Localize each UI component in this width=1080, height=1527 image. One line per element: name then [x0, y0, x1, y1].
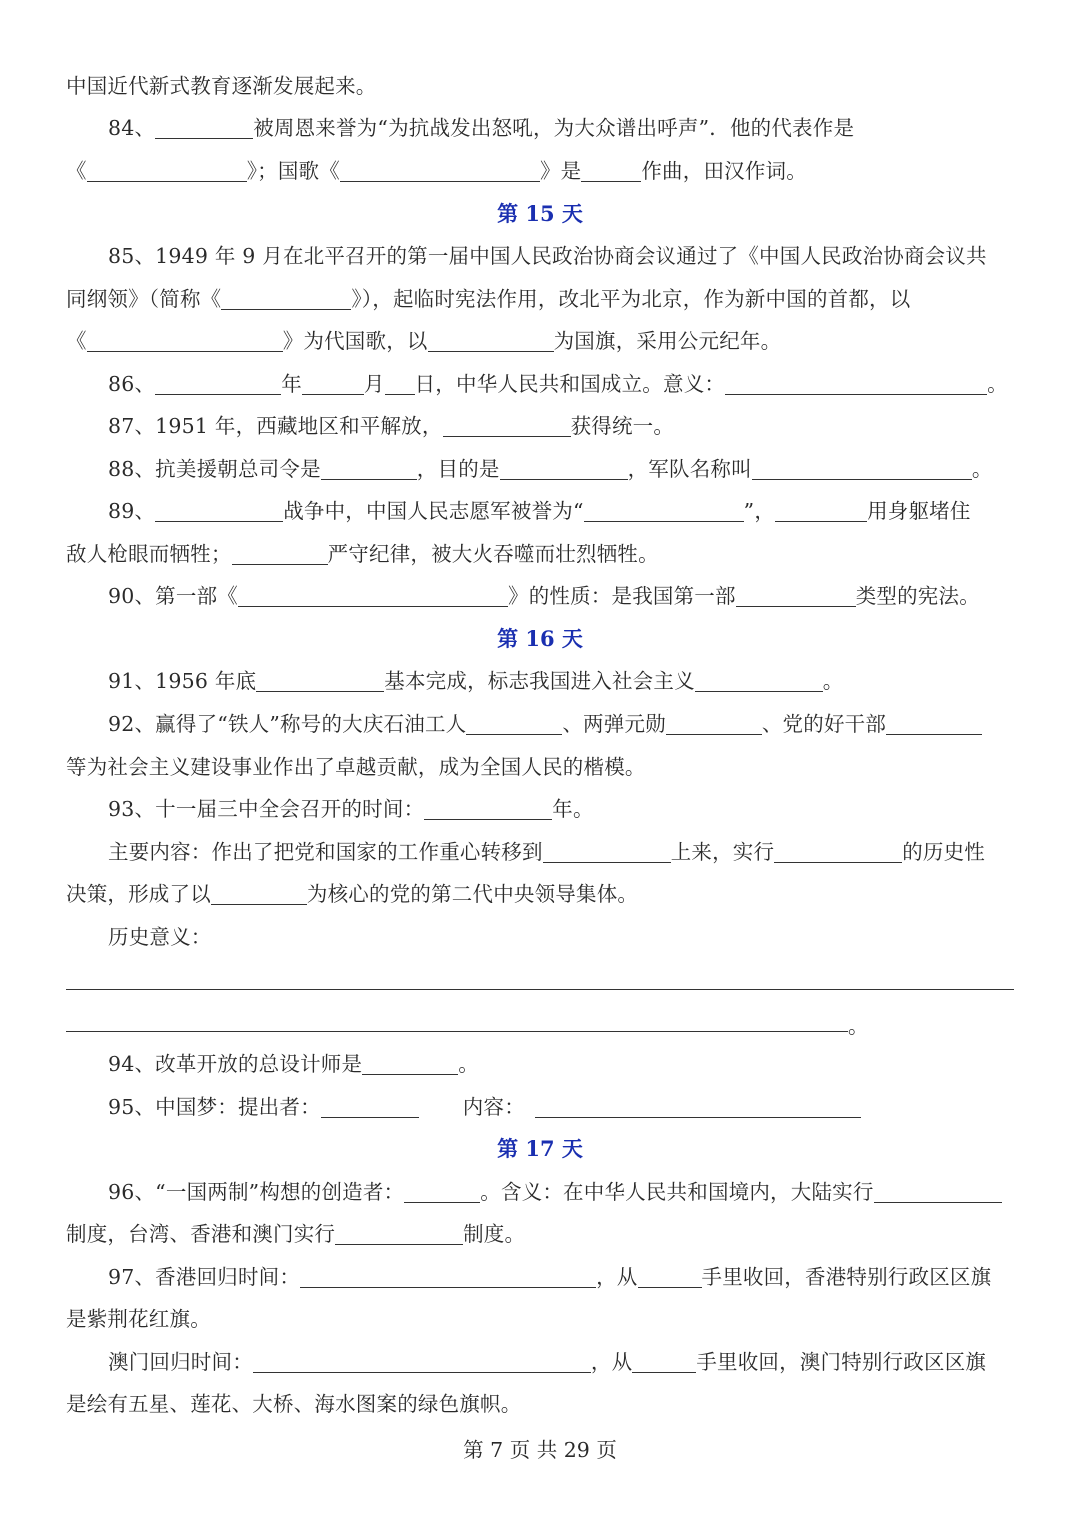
text: 90、第一部《	[108, 584, 238, 608]
question-90	[108, 578, 980, 614]
blank[interactable]	[775, 499, 867, 522]
blank[interactable]	[155, 499, 283, 522]
blank[interactable]	[886, 712, 982, 735]
answer-line[interactable]	[66, 989, 1014, 990]
text: ，从	[596, 1265, 638, 1289]
day-heading: 第 17 天	[497, 1136, 583, 1161]
question-93-cont	[66, 876, 638, 912]
question-number: 89、	[108, 499, 156, 523]
text: 敌人枪眼而牺牲；	[66, 542, 232, 566]
question-92	[108, 706, 982, 742]
blank[interactable]	[874, 1180, 1002, 1203]
blank[interactable]	[362, 1052, 458, 1075]
blank[interactable]	[87, 159, 247, 182]
question-96	[108, 1174, 1002, 1210]
text: 获得统一。	[570, 414, 675, 438]
blank[interactable]	[155, 372, 281, 395]
blank[interactable]	[500, 457, 628, 480]
blank[interactable]	[87, 329, 283, 352]
blank[interactable]	[335, 1222, 463, 1245]
question-85-cont	[66, 323, 781, 359]
blank[interactable]	[725, 372, 987, 395]
blank[interactable]	[404, 1180, 480, 1203]
text: 决策，形成了以	[66, 882, 211, 906]
day-heading: 第 16 天	[497, 626, 583, 651]
blank[interactable]	[428, 329, 554, 352]
text: 是紫荆花红旗。	[66, 1307, 211, 1331]
question-97	[108, 1259, 991, 1295]
text-line	[66, 68, 377, 104]
text: 97、香港回归时间：	[108, 1265, 301, 1289]
blank[interactable]	[666, 712, 762, 735]
question-84	[108, 110, 854, 146]
text: 94、改革开放的总设计师是	[108, 1052, 363, 1076]
blank[interactable]	[752, 457, 972, 480]
text: 年	[281, 372, 302, 396]
blank[interactable]	[695, 669, 823, 692]
text: 类型的宪法。	[855, 584, 980, 608]
blank[interactable]	[155, 116, 253, 139]
question-93-content	[108, 834, 985, 870]
text: 96、“一国两制”构想的创造者：	[108, 1180, 405, 1204]
question-93	[108, 791, 594, 827]
page-footer: 第 7 页 共 29 页	[463, 1438, 617, 1462]
text: ，目的是	[416, 457, 500, 481]
text: 。	[822, 669, 844, 693]
text: 严守纪律，被大火吞噬而壮烈牺牲。	[327, 542, 659, 566]
blank[interactable]	[300, 1265, 596, 1288]
blank[interactable]	[321, 457, 417, 480]
question-89	[108, 493, 971, 529]
text: ”，	[743, 499, 776, 523]
question-91	[108, 663, 843, 699]
text: 上来，实行	[670, 840, 775, 864]
text: 月	[363, 372, 385, 396]
text: 85、1949 年 9 月在北平召开的第一届中国人民政治协商会议通过了《中国人民政治协商会议共	[108, 244, 987, 268]
blank[interactable]	[638, 1265, 702, 1288]
text: 91、1956 年底	[108, 669, 257, 693]
blank[interactable]	[232, 542, 328, 565]
question-87	[108, 408, 674, 444]
question-number: 86、	[108, 372, 156, 396]
question-96-cont	[66, 1216, 525, 1252]
text: 》为代国歌，以	[282, 329, 428, 353]
question-92-cont	[66, 749, 646, 785]
text: 日，中华人民共和国成立。意义：	[414, 372, 726, 396]
blank[interactable]	[581, 159, 641, 182]
blank[interactable]	[632, 1350, 696, 1373]
blank[interactable]	[466, 712, 562, 735]
blank[interactable]	[321, 1095, 419, 1118]
text: 。	[971, 457, 993, 481]
text: 为国旗，采用公元纪年。	[553, 329, 782, 353]
question-97-cont	[66, 1386, 521, 1422]
text: 。	[848, 1014, 869, 1038]
question-93-significance	[108, 919, 212, 955]
day-heading: 第 15 天	[497, 201, 583, 226]
text: 87、1951 年，西藏地区和平解放，	[108, 414, 443, 438]
text: 是绘有五星、莲花、大桥、海水图案的绿色旗帜。	[66, 1392, 522, 1416]
question-86	[108, 366, 1008, 402]
text: 手里收回，香港特别行政区区旗	[701, 1265, 992, 1289]
blank[interactable]	[211, 882, 307, 905]
question-88	[108, 451, 993, 487]
text: 95、中国梦：提出者：	[108, 1095, 321, 1119]
text: 。	[458, 1052, 479, 1076]
text: 基本完成，标志我国进入社会主义	[384, 669, 695, 693]
text: 内容：	[462, 1095, 525, 1119]
question-84-cont	[66, 153, 807, 189]
text: 同纲领》（简称《	[66, 287, 222, 311]
question-97-macau	[108, 1344, 986, 1380]
question-85-cont	[66, 281, 910, 317]
text: 》的性质：是我国第一部	[508, 584, 736, 608]
text: 澳门回归时间：	[108, 1350, 253, 1374]
text: 92、赢得了“铁人”称号的大庆石油工人	[108, 712, 467, 736]
blank[interactable]	[543, 840, 671, 863]
text: 中国近代新式教育逐渐发展起来。	[66, 74, 377, 98]
question-89-cont	[66, 536, 659, 572]
question-number: 84、	[108, 116, 156, 140]
period	[848, 1008, 869, 1044]
blank[interactable]	[443, 414, 571, 437]
text: 93、十一届三中全会召开的时间：	[108, 797, 425, 821]
text: 制度。	[463, 1222, 526, 1246]
text: 《	[66, 329, 87, 353]
blank[interactable]	[584, 499, 744, 522]
text: 》；国歌《	[246, 159, 340, 183]
text: ，军队名称叫	[627, 457, 752, 481]
text: ，从	[590, 1350, 633, 1374]
blank[interactable]	[385, 372, 415, 395]
text: 的历史性	[902, 840, 986, 864]
text: 作曲，田汉作词。	[641, 159, 807, 183]
blank[interactable]	[256, 669, 384, 692]
blank[interactable]	[736, 584, 856, 607]
text: 等为社会主义建设事业作出了卓越贡献，成为全国人民的楷模。	[66, 755, 646, 779]
text: 被周恩来誉为“为抗战发出怒吼，为大众谱出呼声”．他的代表作是	[253, 116, 855, 140]
text: 为核心的党的第二代中央领导集体。	[306, 882, 639, 906]
text: 、党的好干部	[761, 712, 887, 736]
blank[interactable]	[302, 372, 364, 395]
text: 、两弹元勋	[562, 712, 666, 736]
question-95	[108, 1089, 861, 1125]
blank[interactable]	[424, 797, 552, 820]
text: 历史意义：	[108, 925, 212, 949]
question-85	[108, 238, 987, 274]
text: 》是	[539, 159, 582, 183]
text: 手里收回，澳门特别行政区区旗	[696, 1350, 987, 1374]
answer-line[interactable]	[66, 1031, 848, 1032]
blank[interactable]	[238, 584, 508, 607]
blank[interactable]	[535, 1095, 861, 1118]
text: 。含义：在中华人民共和国境内，大陆实行	[480, 1180, 874, 1204]
blank[interactable]	[340, 159, 540, 182]
text: 》），起临时宪法作用，改北平为北京，作为新中国的首都，以	[351, 287, 911, 311]
text: 战争中，中国人民志愿军被誉为“	[283, 499, 584, 523]
question-94	[108, 1046, 479, 1082]
text: 主要内容：作出了把党和国家的工作重心转移到	[108, 840, 543, 864]
text: 制度，台湾、香港和澳门实行	[66, 1222, 336, 1246]
blank[interactable]	[774, 840, 902, 863]
text: 年。	[552, 797, 594, 821]
blank[interactable]	[221, 287, 351, 310]
text: 《	[66, 159, 87, 183]
text: 88、抗美援朝总司令是	[108, 457, 321, 481]
text: 用身躯堵住	[867, 499, 971, 523]
question-97-cont	[66, 1301, 211, 1337]
text: 。	[987, 372, 1008, 396]
blank[interactable]	[253, 1350, 591, 1373]
